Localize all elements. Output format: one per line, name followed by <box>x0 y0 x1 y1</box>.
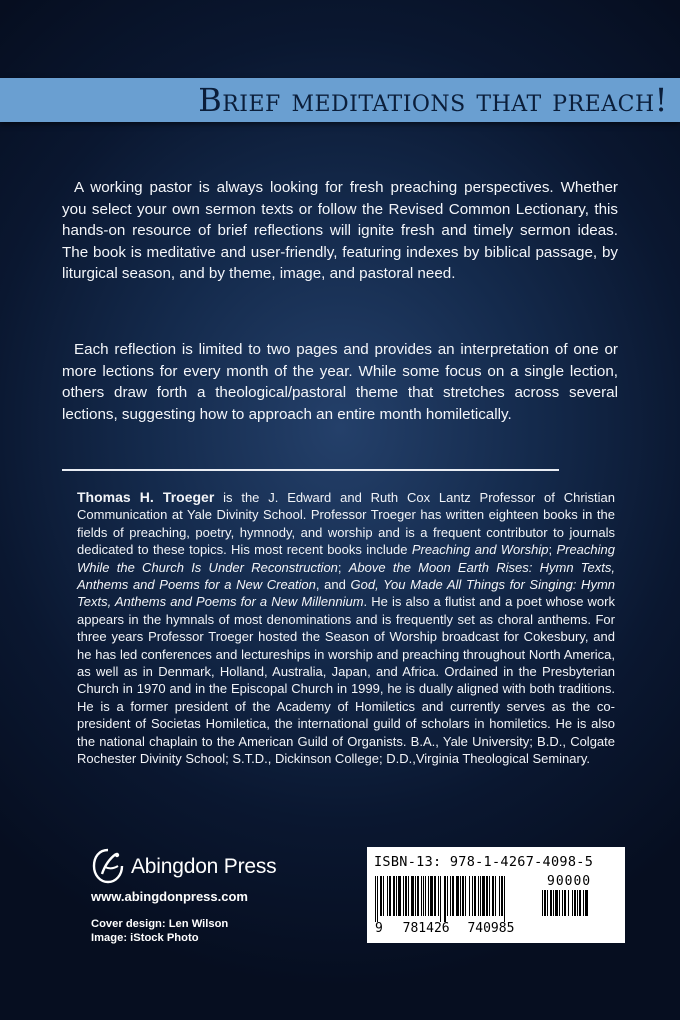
barcode-bar <box>447 876 448 916</box>
barcode-bar <box>377 876 378 922</box>
barcode-bar <box>430 876 433 916</box>
barcode-bar <box>482 876 485 916</box>
barcode-bar <box>564 890 566 916</box>
author-bio <box>77 489 615 768</box>
book-title-3: Above the Moon Earth Rises: Hymn Texts, Anthems and Poems for a New Creation <box>77 559 615 593</box>
barcode-bar <box>408 876 409 916</box>
barcode-bar <box>393 876 395 916</box>
barcode-bar <box>423 876 424 916</box>
barcode-bar <box>396 876 397 916</box>
barcode-bar <box>403 876 404 916</box>
description-paragraph-1: A working pastor is always looking for fresh preaching perspectives. Whether you select your own sermon texts or follow the Revised Common Lectionary, this hands-on resource of brief reflections will ignite fresh and timely sermon ideas. The book is meditative and user-friendly, featuring indexes by biblical passage, by liturgical season, and by theme, image, and pastoral need. <box>62 179 618 282</box>
isbn-label: ISBN-13: 978-1-4267-4098-5 <box>374 854 594 870</box>
bio-separator-2: ; <box>337 559 349 575</box>
cover-design-credit: Cover design: Len Wilson <box>91 918 229 930</box>
barcode-bar <box>553 890 554 916</box>
barcode-bar <box>387 876 388 916</box>
barcode-bar <box>559 890 560 916</box>
barcode-bar <box>480 876 481 916</box>
isbn-barcode <box>367 847 625 943</box>
barcode-bar <box>495 876 496 916</box>
bio-separator-1: ; <box>548 542 557 558</box>
book-title-1: Preaching and Worship <box>411 542 549 558</box>
barcode-bar <box>428 876 429 916</box>
publisher-name: Abingdon Press <box>131 855 277 878</box>
abingdon-logo-icon <box>91 847 125 885</box>
ean-digits <box>375 921 514 936</box>
barcode-bar <box>486 876 488 916</box>
barcode-bar <box>452 876 454 916</box>
barcode-bar <box>562 890 563 916</box>
ean-first-digit: 9 <box>375 921 383 936</box>
barcode-bar <box>579 890 581 916</box>
author-name: Thomas H. Troeger <box>77 489 215 505</box>
ean-group-2: 740985 <box>467 921 515 936</box>
bio-text-2: . He is also a flutist and a poet whose work appears in the hymnals of most denominations and is frequently set as choral anthems. For three years Professor Troeger hosted the Season of Worship broadcast for Cokesbury, and he has led conferences and lectureships in worship and preaching throughout North America, as well as in Denmark, Holland, Australia, Japan, and Africa. Ordained in the Presbyterian Church in 1970 and in the Episcopal Church in 1999, he is dually aligned with both traditions. He is a former president of the Academy of Homiletics and currently serves as the co-president of Societas Homiletica, the international guild of scholars in homiletics. He is also the national chaplain to the American Guild of Organists. B.A., Yale University; B.D., Colgate Rochester Divinity School; S.T.D., Dickinson College; D.D.,Virginia Theological Seminary. <box>77 594 615 767</box>
barcode-bar <box>478 876 479 916</box>
barcode-bar <box>417 876 419 916</box>
barcode-bar <box>425 876 426 916</box>
barcode-bar <box>398 876 401 916</box>
barcode-bar <box>450 876 451 916</box>
barcode-bar <box>383 876 384 916</box>
barcode-bar <box>456 876 459 916</box>
barcode-bar <box>405 876 407 916</box>
barcode-bar <box>547 890 548 916</box>
price-code: 90000 <box>547 874 592 889</box>
barcode-bar <box>460 876 461 916</box>
barcode-bar <box>555 890 558 916</box>
barcode-bar <box>421 876 422 916</box>
ean-barcode-bars <box>375 876 533 922</box>
barcode-bar <box>544 890 546 916</box>
barcode-bar <box>568 890 569 916</box>
barcode-bar <box>438 876 439 916</box>
barcode-bar <box>501 876 503 916</box>
title-banner <box>0 78 680 122</box>
barcode-bar <box>492 876 494 916</box>
description-paragraph-2: Each reflection is limited to two pages and provides an interpretation of one or more lections for every month of the year. While some focus on a single lection, others draw forth a theological/pastoral theme that stretches across several lections, suggesting how to approach an entire month homiletically. <box>62 341 618 423</box>
book-title-2: Preaching While the Church Is Under Reconstruction <box>77 542 615 575</box>
barcode-bar <box>550 890 552 916</box>
barcode-bar <box>444 876 446 922</box>
barcode-bar <box>462 876 464 916</box>
ean-group-1: 781426 <box>402 921 450 936</box>
barcode-bar <box>389 876 391 916</box>
barcode-bar <box>474 876 476 916</box>
barcode-bar <box>504 876 505 922</box>
barcode-bar <box>465 876 466 916</box>
barcode-bar <box>380 876 382 916</box>
barcode-bar <box>489 876 490 916</box>
book-title-4: God, You Made All Things for Singing: Hymn Texts, Anthems and Poems for a New Millennium <box>77 577 616 610</box>
barcode-bar <box>375 876 376 922</box>
barcode-bar <box>411 876 414 916</box>
barcode-bar <box>499 876 500 916</box>
barcode-bar <box>585 890 588 916</box>
image-credit: Image: iStock Photo <box>91 932 199 944</box>
publisher-url: www.abingdonpress.com <box>91 889 248 904</box>
barcode-bar <box>583 890 584 916</box>
barcode-bar <box>415 876 416 916</box>
barcode-bar <box>434 876 436 916</box>
addon-barcode-bars <box>542 890 614 936</box>
barcode-bar <box>469 876 470 916</box>
bio-text-1: is the J. Edward and Ruth Cox Lantz Professor of Christian Communication at Yale Divinity School. Professor Troeger has written eighteen books in the fields of preaching, poetry, hymnody, and worship and is a frequent contributor to journals dedicated to these topics. His most recent books include <box>77 490 615 558</box>
barcode-bar <box>572 890 573 916</box>
section-divider <box>62 469 559 471</box>
barcode-bar <box>440 876 441 922</box>
barcode-bar <box>577 890 578 916</box>
barcode-bar <box>542 890 543 916</box>
bio-separator-3: , and <box>315 577 351 593</box>
barcode-bar <box>472 876 473 916</box>
banner-title: Brief meditations that preach! <box>198 81 668 119</box>
barcode-bar <box>574 890 576 916</box>
